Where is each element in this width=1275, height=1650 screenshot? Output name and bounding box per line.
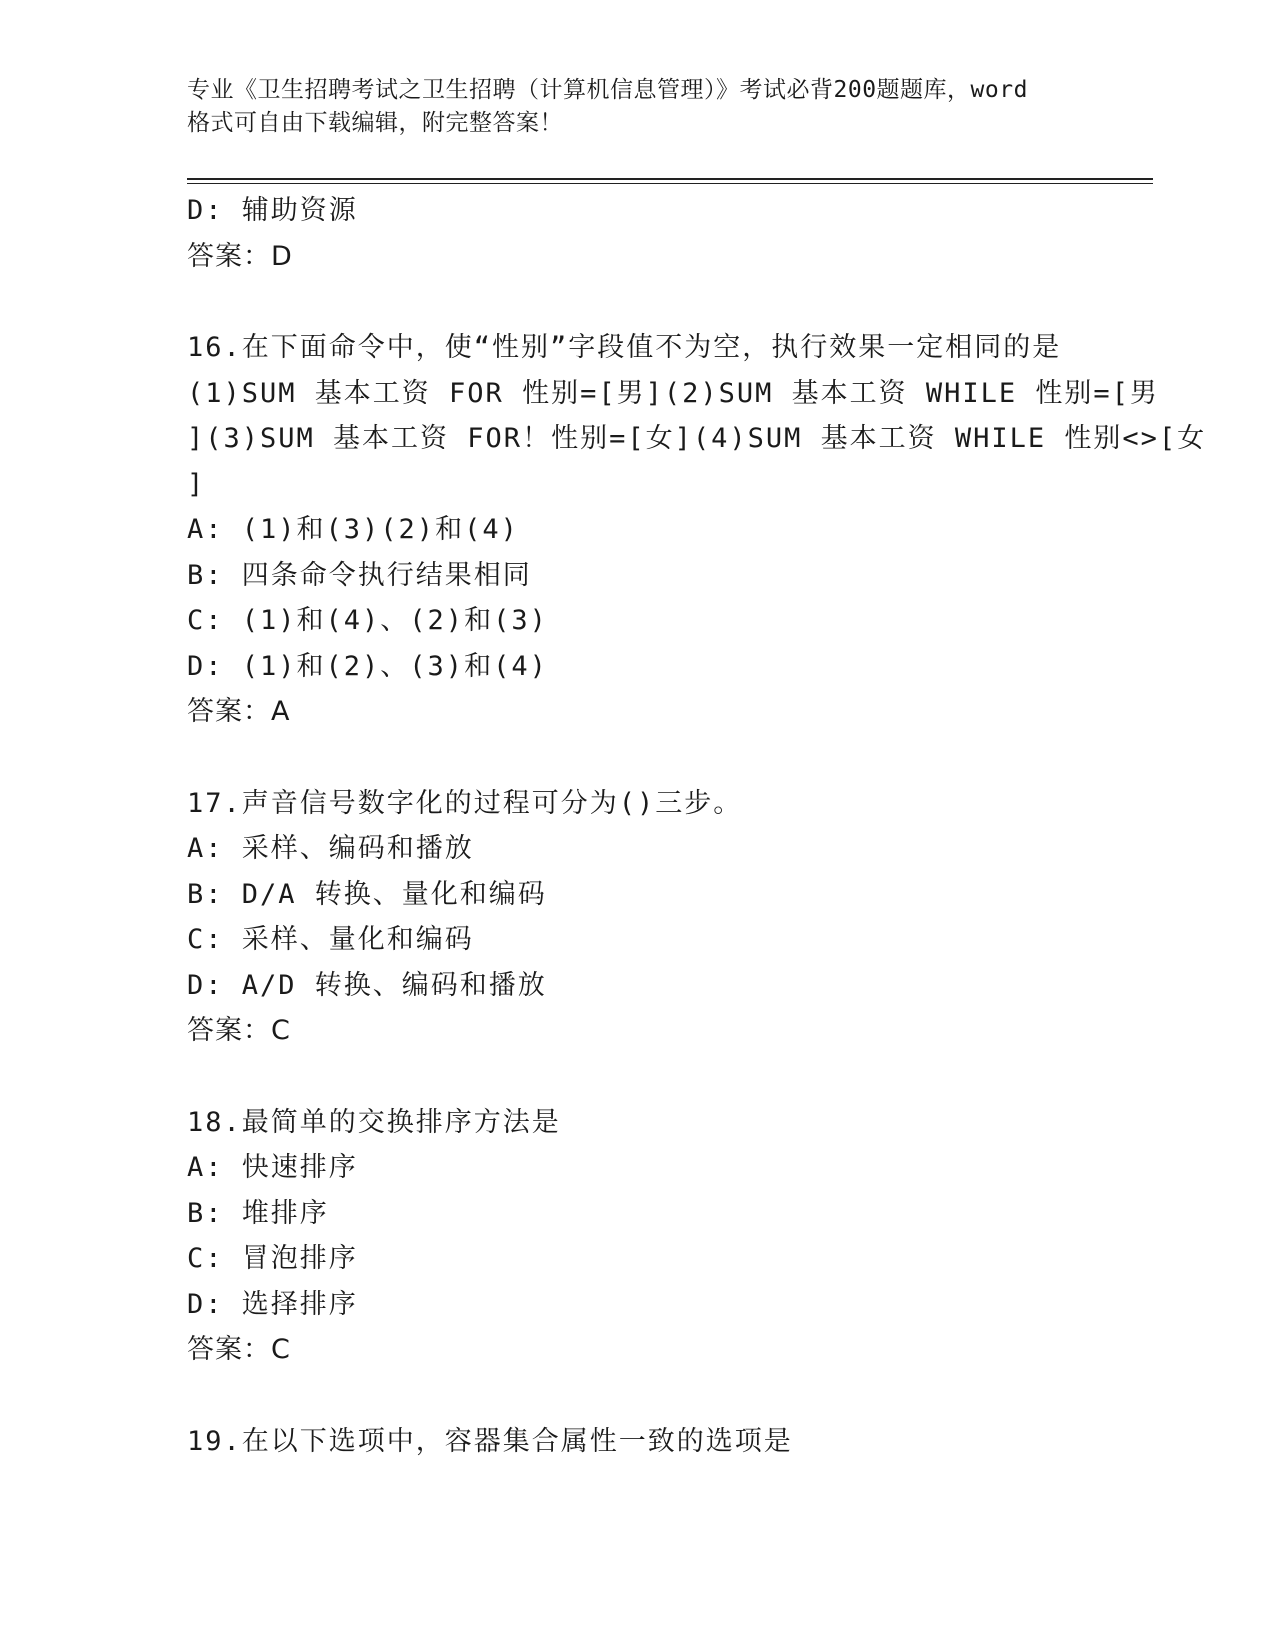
option-b: B: 四条命令执行结果相同 <box>187 559 532 591</box>
option-c: C: 冒泡排序 <box>187 1243 358 1274</box>
question-stem-line: ](3)SUM 基本工资 FOR！性别=[女](4)SUM 基本工资 WHILE 性别<>[女 <box>187 423 1207 454</box>
question-stem-line: 16.在下面命令中，使“性别”字段值不为空，执行效果一定相同的是 <box>187 332 1062 363</box>
document-body <box>187 188 1207 1464</box>
question-stem: 17.声音信号数字化的过程可分为()三步。 <box>187 787 743 819</box>
document-header <box>187 74 1087 140</box>
header-line-1: 专业《卫生招聘考试之卫生招聘（计算机信息管理）》考试必背200题题库，word <box>187 77 1028 103</box>
spacer <box>187 279 1147 325</box>
question-19 <box>187 1419 1147 1465</box>
question-16 <box>187 325 1207 735</box>
option-c: C: 采样、量化和编码 <box>187 924 474 955</box>
option-d: D: 选择排序 <box>187 1288 358 1320</box>
header-line-2: 格式可自由下载编辑，附完整答案！ <box>187 110 563 136</box>
answer: 答案：D <box>187 240 293 272</box>
option-b: B: 堆排序 <box>187 1197 329 1229</box>
previous-question-tail <box>187 188 1147 279</box>
answer: 答案：A <box>187 696 291 727</box>
question-17 <box>187 781 1147 1054</box>
option-d: D: 辅助资源 <box>187 195 358 226</box>
option-c: C: (1)和(4)、(2)和(3) <box>187 605 548 636</box>
question-stem-line: ] <box>187 468 206 500</box>
option-a: A: (1)和(3)(2)和(4) <box>187 514 519 545</box>
question-stem: 19.在以下选项中，容器集合属性一致的选项是 <box>187 1425 793 1457</box>
option-b: B: D/A 转换、量化和编码 <box>187 878 547 910</box>
question-18 <box>187 1100 1147 1373</box>
header-divider-thick <box>187 178 1153 180</box>
spacer <box>187 735 1147 781</box>
option-d: D: (1)和(2)、(3)和(4) <box>187 650 548 682</box>
answer: 答案：C <box>187 1015 291 1046</box>
option-a: A: 快速排序 <box>187 1152 358 1183</box>
option-a: A: 采样、编码和播放 <box>187 833 474 864</box>
question-stem: 18.最简单的交换排序方法是 <box>187 1106 561 1138</box>
answer: 答案：C <box>187 1334 291 1365</box>
spacer <box>187 1054 1147 1100</box>
header-divider-thin <box>187 183 1153 184</box>
spacer <box>187 1373 1147 1419</box>
option-d: D: A/D 转换、编码和播放 <box>187 969 547 1001</box>
question-stem-line: (1)SUM 基本工资 FOR 性别=[男](2)SUM 基本工资 WHILE 性别=[男 <box>187 377 1159 409</box>
